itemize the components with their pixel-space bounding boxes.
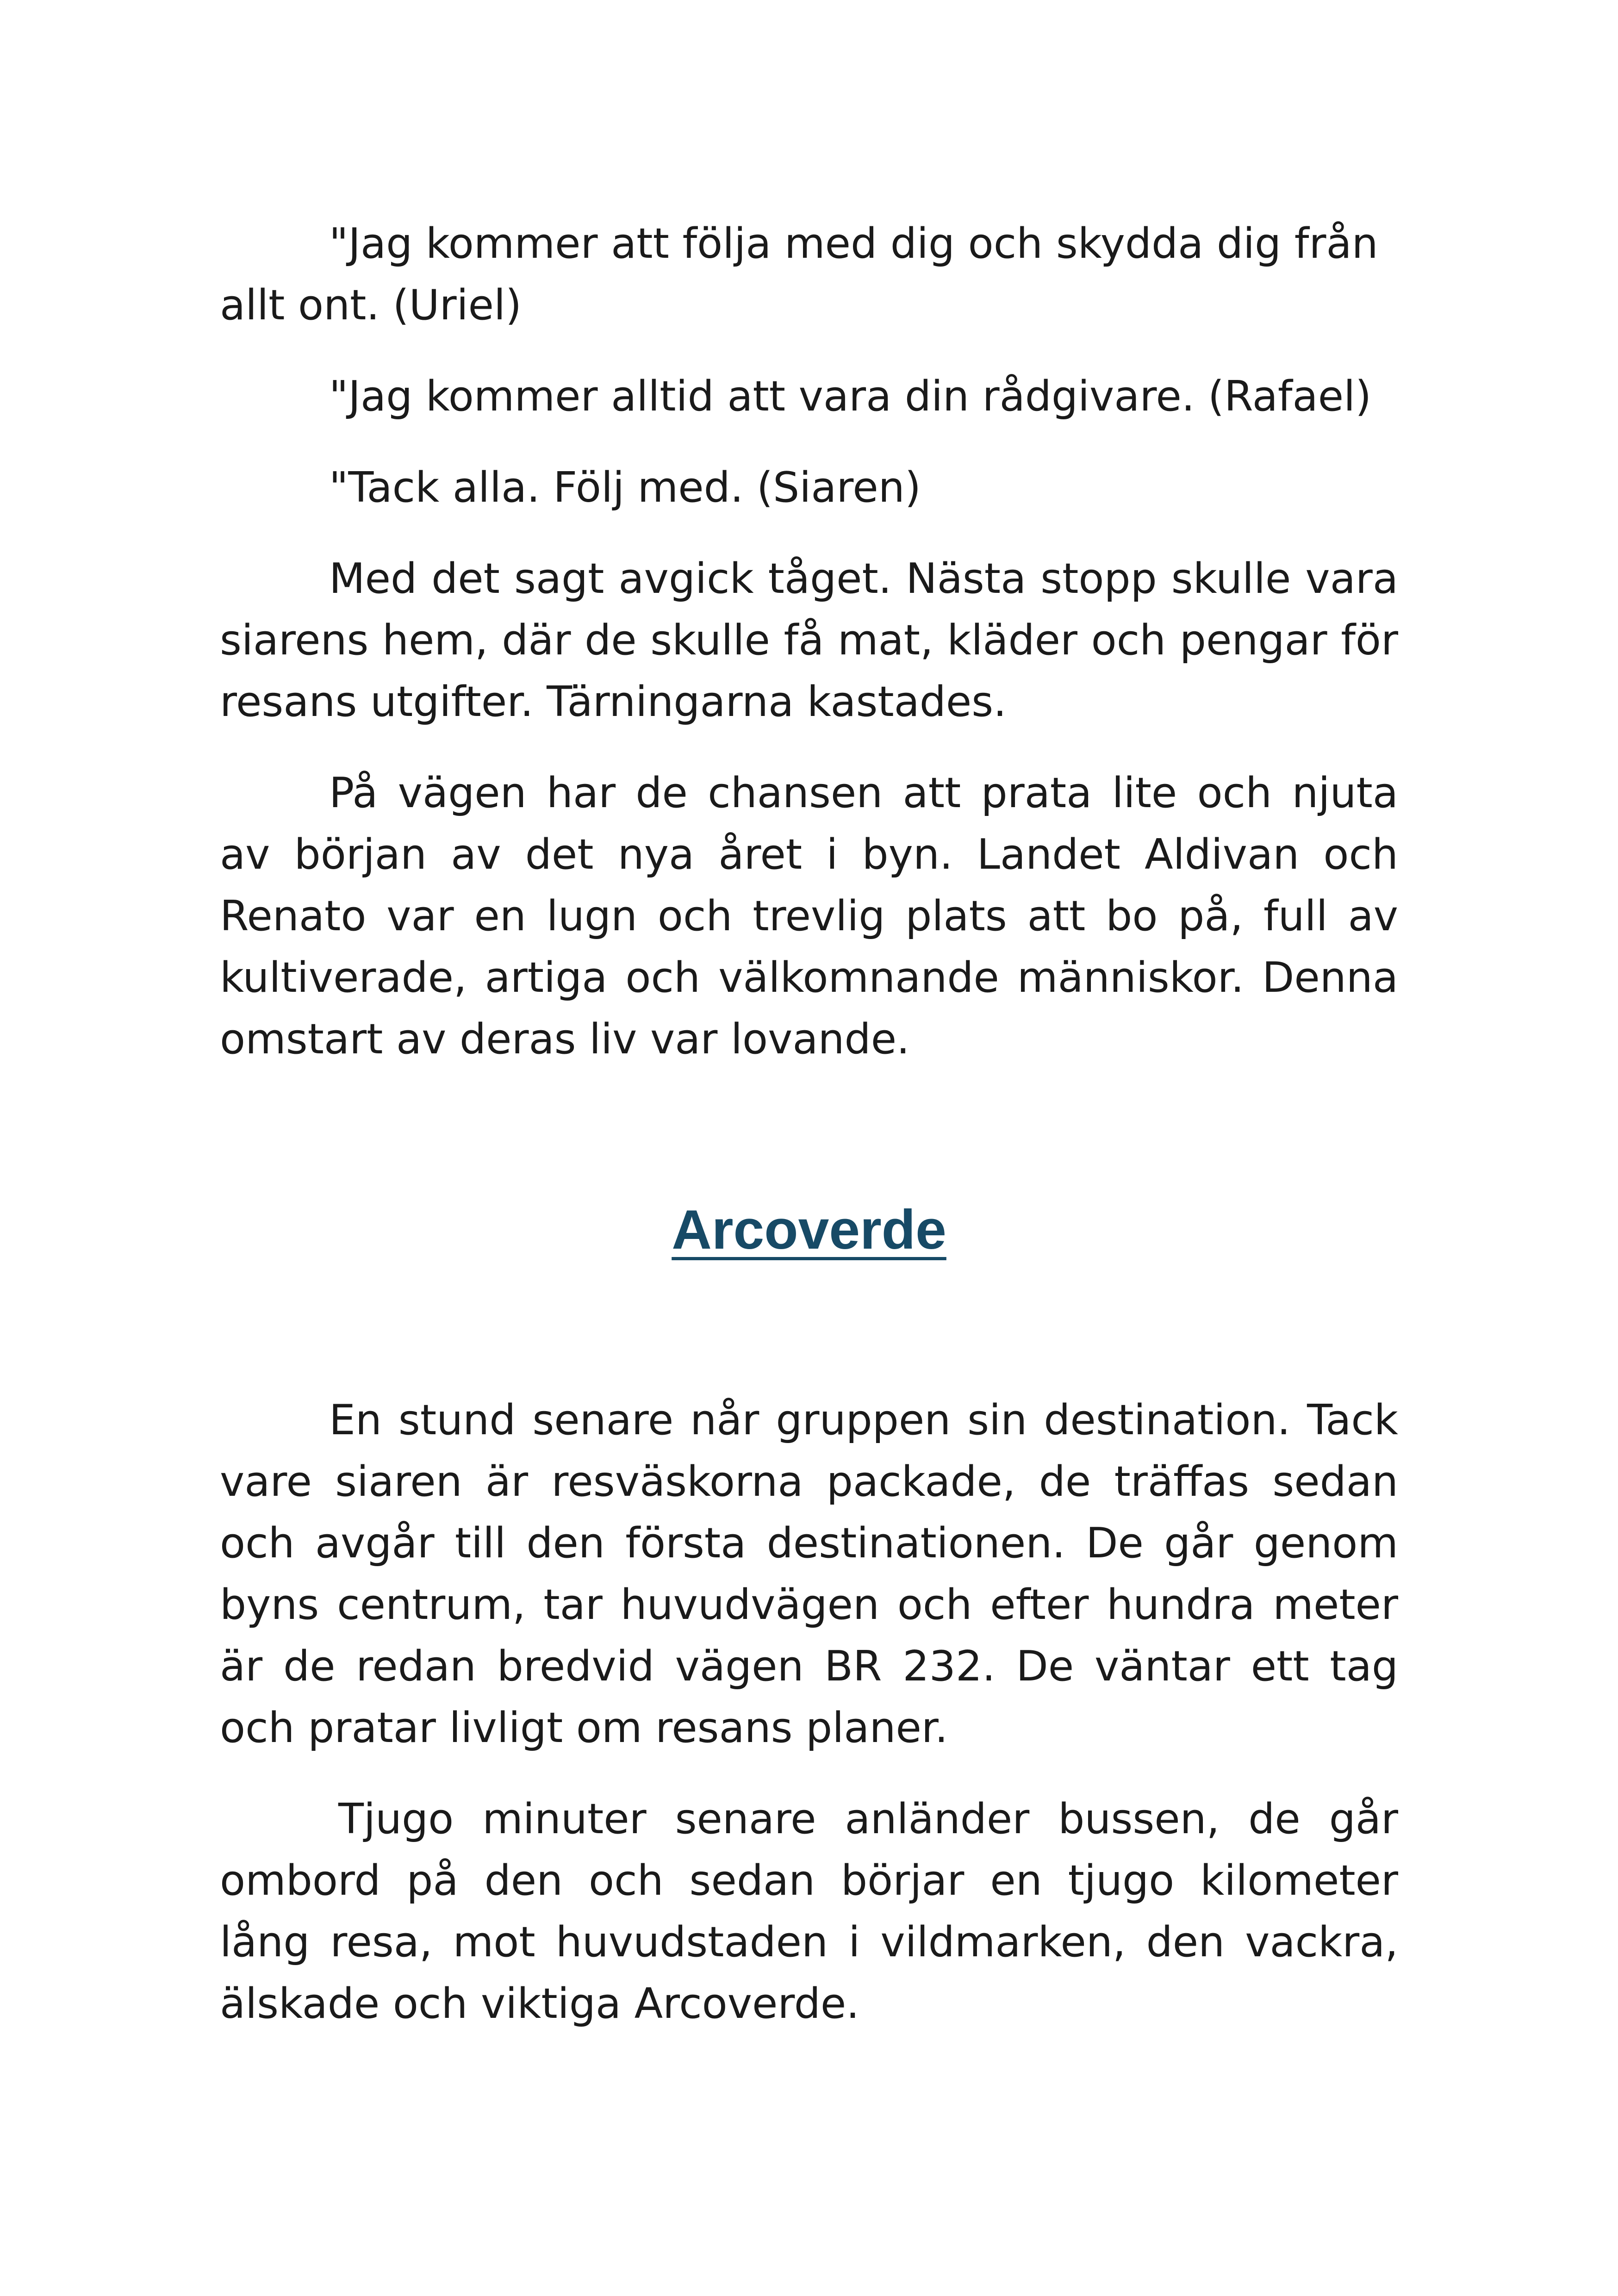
paragraph-bus-journey: Tjugo minuter senare anländer bussen, de går ombord på den och sedan börjar en tjugo kilometer lång resa, mot huvudstaden i vildmarken, den vackra, älskade och viktiga Arcoverde. [220,1795,1398,2028]
dialogue-siaren: "Tack alla. Följ med. (Siaren) [329,463,921,512]
page-content [220,213,1398,2064]
section-heading: Arcoverde [672,1199,946,1261]
section-body [220,1389,1398,2035]
dialogue-rafael: "Jag kommer alltid att vara din rådgivare. (Rafael) [329,372,1372,421]
paragraph-destination: En stund senare når gruppen sin destination. Tack vare siaren är resväskorna packade, de träffas sedan och avgår till den första destinationen. De går genom byns centrum, tar huvudvägen och efter hundra meter är de redan bredvid vägen BR 232. De väntar ett tag och pratar livligt om resans planer. [220,1396,1398,1752]
dialogue-uriel: "Jag kommer att följa med dig och skydda dig från allt ont. (Uriel) [220,219,1378,330]
paragraph-on-the-way: På vägen har de chansen att prata lite och njuta av början av det nya året i byn. Landet Aldivan och Renato var en lugn och trevlig plats att bo på, full av kultiverade, artiga och välkomnande människor. Denna omstart av deras liv var lovande. [220,769,1398,1064]
paragraph-train-departure: Med det sagt avgick tåget. Nästa stopp skulle vara siarens hem, där de skulle få mat, kläder och pengar för resans utgifter. Tärningarna kastades. [220,554,1398,726]
